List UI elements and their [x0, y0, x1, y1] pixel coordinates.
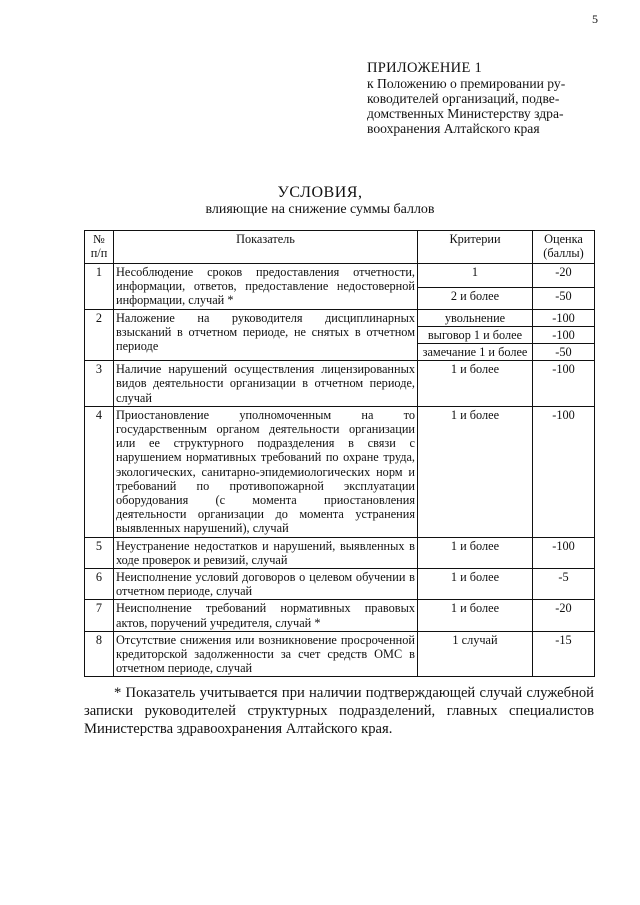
- conditions-table: [84, 230, 595, 677]
- row-criterion: увольнение: [418, 309, 533, 326]
- row-score: -100: [533, 309, 595, 326]
- table-row: [85, 406, 595, 537]
- row-score: -50: [533, 344, 595, 361]
- row-number: 7: [85, 600, 114, 631]
- row-score: -20: [533, 264, 595, 288]
- row-score: -50: [533, 288, 595, 310]
- table-row: [85, 361, 595, 407]
- row-criterion: 1: [418, 264, 533, 288]
- header-number: № п/п: [85, 231, 114, 264]
- appendix-line: к Положению о премировании ру-: [367, 76, 566, 91]
- appendix-line: домственных Министерству здра-: [367, 106, 564, 121]
- row-score: -100: [533, 361, 595, 407]
- row-score: -100: [533, 406, 595, 537]
- row-indicator: Приостановление уполномоченным на то государственным органом деятельности организации или ее структурного подразделения в связи с нарушением нормативных требований по охране труда, экологических, санитарно-эпидемиологических норм и требований по противопожарной эксплуатации оборудования (с момента приостановления деятельности организации до момента устранения выявленных нарушений), случай: [114, 406, 418, 537]
- row-indicator: Наличие нарушений осуществления лицензированных видов деятельности организации в отчетном периоде, случай: [114, 361, 418, 407]
- row-number: 5: [85, 537, 114, 568]
- appendix-line: воохранения Алтайского края: [367, 121, 540, 136]
- row-criterion: 1 и более: [418, 406, 533, 537]
- row-indicator: Неустранение недостатков и нарушений, выявленных в ходе проверок и ревизий, случай: [114, 537, 418, 568]
- appendix-heading: ПРИЛОЖЕНИЕ 1: [367, 60, 483, 76]
- row-criterion: 2 и более: [418, 288, 533, 310]
- row-indicator: Неисполнение требований нормативных правовых актов, поручений учредителя, случай *: [114, 600, 418, 631]
- table-row: [85, 631, 595, 677]
- row-number: 2: [85, 309, 114, 361]
- row-criterion: 1 случай: [418, 631, 533, 677]
- table-row: [85, 569, 595, 600]
- document-title: УСЛОВИЯ,: [277, 184, 363, 201]
- row-score: -5: [533, 569, 595, 600]
- header-indicator: Показатель: [114, 231, 418, 264]
- row-number: 8: [85, 631, 114, 677]
- page-number: 5: [592, 12, 598, 26]
- document-subtitle: влияющие на снижение суммы баллов: [205, 202, 435, 217]
- table-row: [85, 537, 595, 568]
- row-number: 3: [85, 361, 114, 407]
- appendix-header: [367, 61, 607, 136]
- header-score: Оценка (баллы): [533, 231, 595, 264]
- row-criterion: выговор 1 и более: [418, 326, 533, 343]
- table-row: [85, 309, 595, 326]
- row-indicator: Наложение на руководителя дисциплинарных взысканий в отчетном периоде, не снятых в отчетном периоде: [114, 309, 418, 361]
- row-indicator: Отсутствие снижения или возникновение просроченной кредиторской задолженности за счет средств ОМС в отчетном периоде, случай: [114, 631, 418, 677]
- row-criterion: 1 и более: [418, 537, 533, 568]
- table-row: [85, 600, 595, 631]
- row-indicator: Несоблюдение сроков предоставления отчетности, информации, ответов, предоставление недостоверной информации, случай *: [114, 264, 418, 310]
- row-criterion: замечание 1 и более: [418, 344, 533, 361]
- row-score: -15: [533, 631, 595, 677]
- row-criterion: 1 и более: [418, 600, 533, 631]
- row-number: 6: [85, 569, 114, 600]
- row-number: 1: [85, 264, 114, 310]
- row-criterion: 1 и более: [418, 361, 533, 407]
- row-criterion: 1 и более: [418, 569, 533, 600]
- table-row: [85, 264, 595, 288]
- row-indicator: Неисполнение условий договоров о целевом обучении в отчетном периоде, случай: [114, 569, 418, 600]
- row-number: 4: [85, 406, 114, 537]
- row-score: -100: [533, 326, 595, 343]
- row-score: -20: [533, 600, 595, 631]
- table-header-row: [85, 231, 595, 264]
- appendix-line: ководителей организаций, подве-: [367, 91, 560, 106]
- header-criteria: Критерии: [418, 231, 533, 264]
- row-score: -100: [533, 537, 595, 568]
- footnote: * Показатель учитывается при наличии подтверждающей случай служебной записки руководителей структурных подразделений, главных специалистов Министерства здравоохранения Алтайского края.: [84, 685, 594, 737]
